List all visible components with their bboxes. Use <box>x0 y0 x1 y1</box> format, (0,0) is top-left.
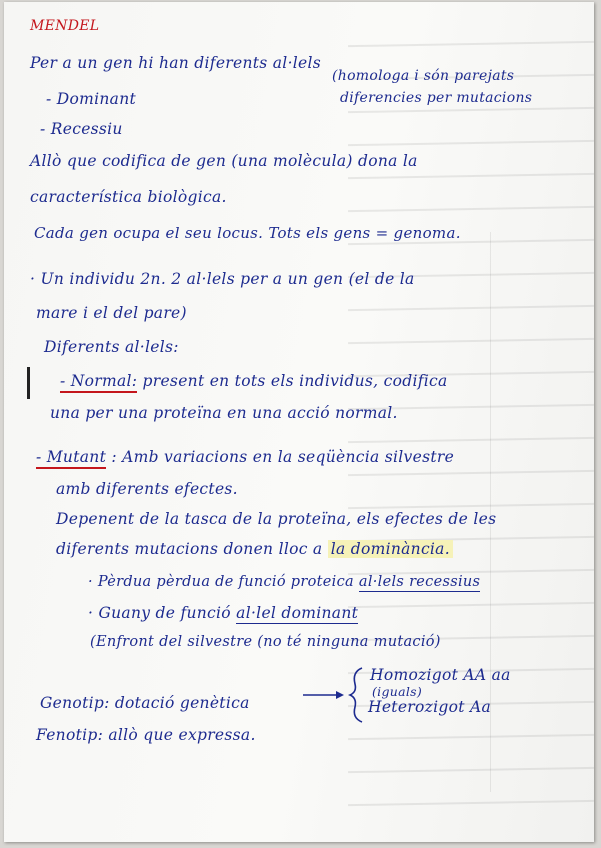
note-line: · Un individu 2n. 2 al·lels per a un gen (el de la <box>30 270 415 288</box>
note-line: característica biològica. <box>30 188 227 206</box>
note-line: Depenent de la tasca de la proteïna, els efectes de les <box>56 510 497 528</box>
note-line: Per a un gen hi han diferents al·lels <box>30 54 322 72</box>
note-line: Diferents al·lels: <box>44 338 179 356</box>
dominant-allele: al·lel dominant <box>236 604 359 622</box>
note-line: Genotip: dotació genètica <box>40 694 250 712</box>
note-line: (homologa i són parejats <box>332 68 515 84</box>
note-line: amb diferents efectes. <box>56 480 238 498</box>
note-line: - Dominant <box>46 90 137 108</box>
note-line: Fenotip: allò que expressa. <box>36 726 256 744</box>
note-line: Allò que codifica de gen (una molècula) dona la <box>30 152 418 170</box>
note-text: · Guany de funció <box>88 604 231 622</box>
mutant-label: - Mutant <box>36 448 106 469</box>
note-line: una per una proteïna en una acció normal. <box>50 404 398 422</box>
note-line: (iguals) <box>372 684 423 699</box>
note-line: (Enfront del silvestre (no té ninguna mutació) <box>90 634 441 650</box>
note-line: Homozigot AA aa <box>370 666 511 684</box>
page-title: MENDEL <box>30 18 100 34</box>
note-line: - Recessiu <box>40 120 123 138</box>
normal-label: - Normal: <box>60 372 137 393</box>
note-line: Heterozigot Aa <box>368 698 492 716</box>
recessive-alleles: al·lels recessius <box>358 574 481 590</box>
note-text: present en tots els individus, codifica <box>142 372 448 390</box>
note-text: diferents mutacions donen lloc a <box>56 540 323 558</box>
note-text: : Amb variacions en la seqüència silvestre <box>111 448 455 466</box>
note-text: · Pèrdua pèrdua de funció proteica <box>88 574 354 590</box>
note-line: mare i el del pare) <box>36 304 187 322</box>
note-line: Cada gen ocupa el seu locus. Tots els gens = genoma. <box>34 224 461 242</box>
note-line: diferencies per mutacions <box>340 90 533 106</box>
highlighted-dominance: la dominància. <box>328 540 453 558</box>
